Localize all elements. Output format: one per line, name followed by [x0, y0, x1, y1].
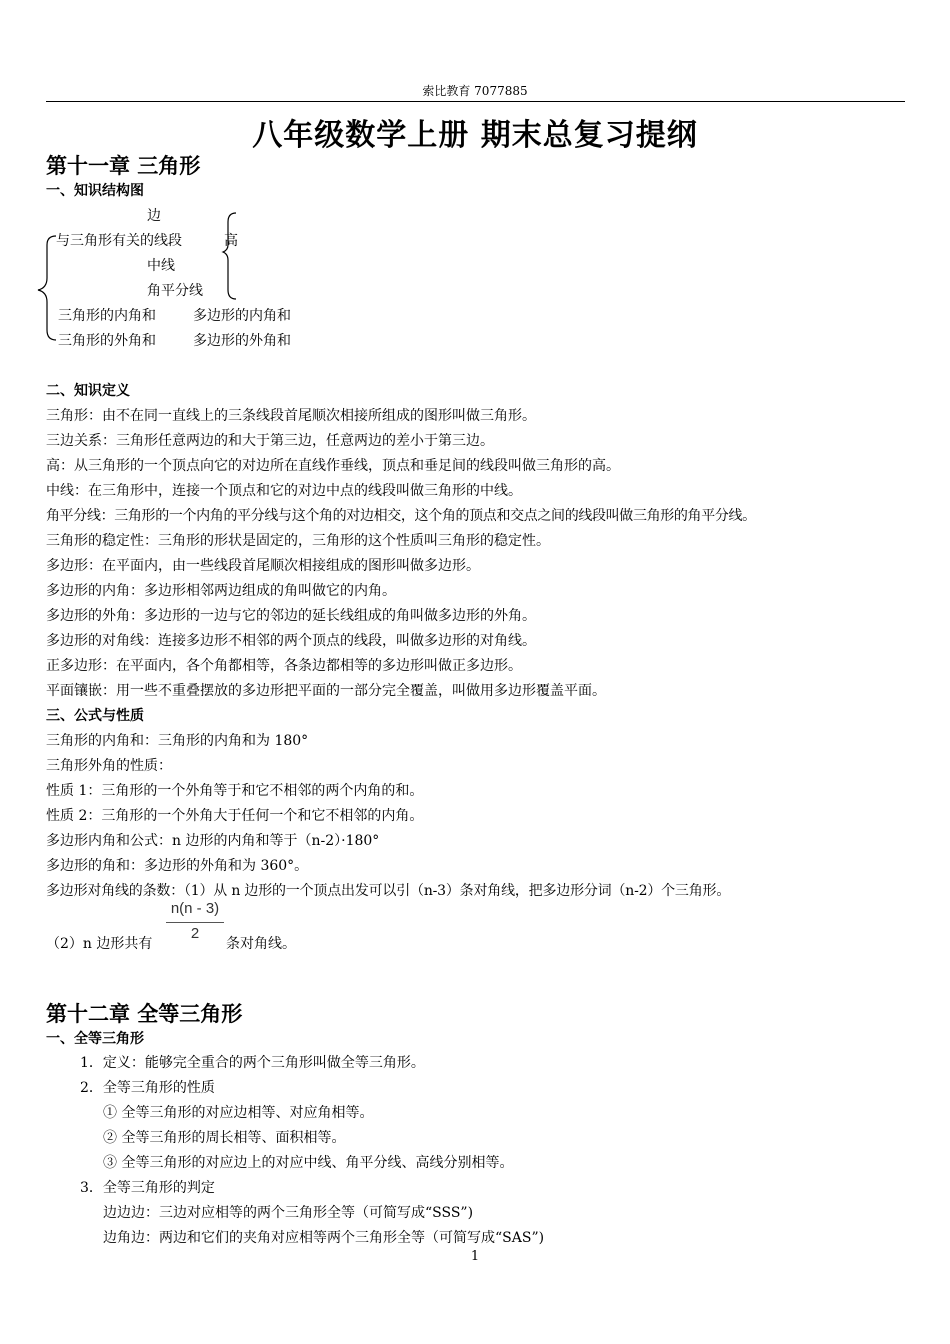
formula-line: 性质 2：三角形的一个外角大于任何一个和它不相邻的内角。	[46, 808, 424, 824]
left-brace	[38, 236, 56, 340]
definition-line: 三角形：由不在同一直线上的三条线段首尾顺次相接所组成的图形叫做三角形。	[46, 408, 536, 424]
section-formulas-heading: 三、公式与性质	[46, 708, 144, 724]
formula-line: 性质 1：三角形的一个外角等于和它不相邻的两个内角的和。	[46, 783, 424, 799]
chapter-12-heading: 第十二章 全等三角形	[46, 1001, 243, 1026]
definition-line: 多边形的内角：多边形相邻两边组成的角叫做它的内角。	[46, 583, 396, 599]
diagonal-fraction	[165, 900, 225, 942]
definition-line: 平面镶嵌：用一些不重叠摆放的多边形把平面的一部分完全覆盖，叫做用多边形覆盖平面。	[46, 683, 606, 699]
node-outer-tri: 三角形的外角和	[58, 333, 156, 349]
section-structure-heading: 一、知识结构图	[46, 183, 144, 199]
inner-brace	[223, 213, 236, 299]
definition-line: 中线：在三角形中，连接一个顶点和它的对边中点的线段叫做三角形的中线。	[46, 483, 522, 499]
formula-line: 多边形的角和：多边形的外角和为 360°。	[46, 858, 309, 874]
node-median: 中线	[147, 258, 175, 274]
node-bisector: 角平分线	[147, 283, 203, 299]
congruent-line: 3．全等三角形的判定	[80, 1180, 215, 1196]
fraction-numerator: n(n - 3)	[170, 900, 220, 917]
congruent-line: 1．定义：能够完全重合的两个三角形叫做全等三角形。	[80, 1055, 425, 1071]
definition-line: 角平分线：三角形的一个内角的平分线与这个角的对边相交，这个角的顶点和交点之间的线段叫做三角形的角平分线。	[46, 508, 756, 524]
congruent-line: 边边边：三边对应相等的两个三角形全等（可简写成“SSS”)	[103, 1205, 474, 1221]
fraction-denominator: 2	[190, 925, 200, 942]
definition-line: 三角形的稳定性：三角形的形状是固定的，三角形的这个性质叫三角形的稳定性。	[46, 533, 550, 549]
congruent-line: ③ 全等三角形的对应边上的对应中线、角平分线、高线分别相等。	[103, 1155, 514, 1171]
congruent-line: 边角边：两边和它们的夹角对应相等两个三角形全等（可简写成“SAS”)	[103, 1230, 545, 1246]
section-definitions-heading: 二、知识定义	[46, 383, 130, 399]
node-edge: 边	[147, 208, 161, 224]
node-outer-poly: 多边形的外角和	[193, 333, 291, 349]
definition-line: 多边形：在平面内，由一些线段首尾顺次相接组成的图形叫做多边形。	[46, 558, 480, 574]
definition-line: 三边关系：三角形任意两边的和大于第三边，任意两边的差小于第三边。	[46, 433, 494, 449]
diagonal-count-suffix: 条对角线。	[226, 936, 296, 952]
formula-line: 多边形对角线的条数：（1）从 n 边形的一个顶点出发可以引（n-3）条对角线，把多边形分词（n-2）个三角形。	[46, 883, 731, 899]
definition-line: 多边形的对角线：连接多边形不相邻的两个顶点的线段，叫做多边形的对角线。	[46, 633, 536, 649]
document-title: 八年级数学上册 期末总复习提纲	[252, 118, 698, 153]
formula-line: 三角形外角的性质：	[46, 758, 172, 774]
congruent-line: ① 全等三角形的对应边相等、对应角相等。	[103, 1105, 374, 1121]
congruent-line: ② 全等三角形的周长相等、面积相等。	[103, 1130, 346, 1146]
page-number: 1	[470, 1249, 480, 1264]
node-height: 高	[224, 233, 238, 249]
page-header: 索比教育 7077885	[422, 84, 528, 98]
node-inner-tri: 三角形的内角和	[58, 308, 156, 324]
definition-line: 高：从三角形的一个顶点向它的对边所在直线作垂线，顶点和垂足间的线段叫做三角形的高。	[46, 458, 620, 474]
definition-line: 正多边形：在平面内，各个角都相等，各条边都相等的多边形叫做正多边形。	[46, 658, 522, 674]
congruent-line: 2．全等三角形的性质	[80, 1080, 215, 1096]
formula-line: 三角形的内角和：三角形的内角和为 180°	[46, 733, 309, 749]
node-inner-poly: 多边形的内角和	[193, 308, 291, 324]
node-segments: 与三角形有关的线段	[56, 233, 182, 249]
section-congruent-heading: 一、全等三角形	[46, 1031, 144, 1047]
definition-line: 多边形的外角：多边形的一边与它的邻边的延长线组成的角叫做多边形的外角。	[46, 608, 536, 624]
chapter-11-heading: 第十一章 三角形	[46, 153, 201, 178]
diagonal-count-prefix: （2）n 边形共有	[46, 936, 153, 952]
formula-line: 多边形内角和公式：n 边形的内角和等于（n-2）·180°	[46, 833, 380, 849]
